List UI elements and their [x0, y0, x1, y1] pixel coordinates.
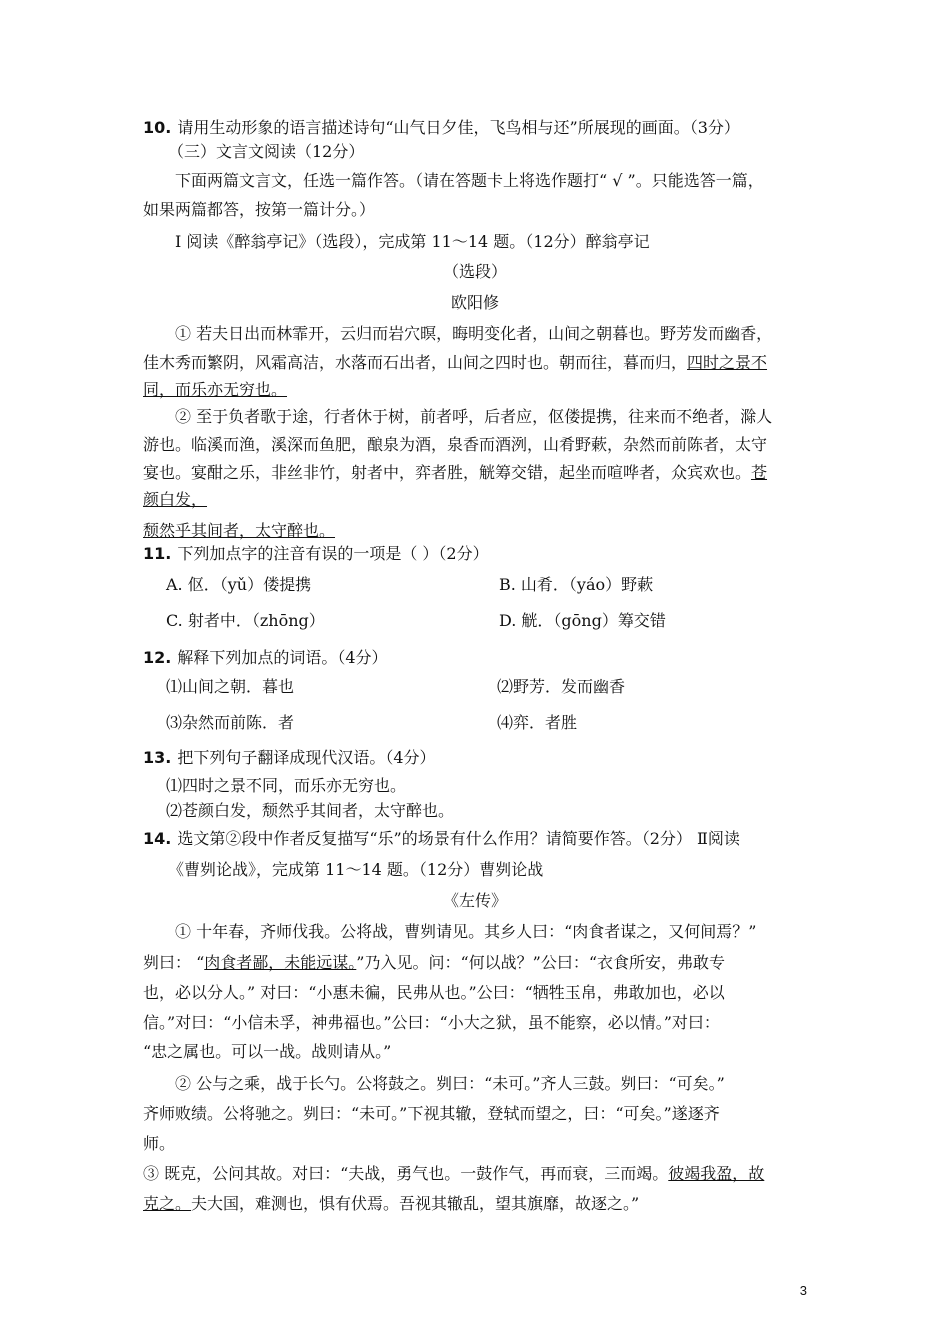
c1-line-4: 信。”对曰：“小信未孚，神弗福也。”公曰：“小大之狱，虽不能察，必以情。”对曰： — [143, 1013, 720, 1032]
q13-item-1: ⑴四时之景不同，而乐亦无穷也。 — [166, 776, 407, 795]
p1-line-3: 同，而乐亦无穷也。 — [143, 380, 288, 399]
c2-line-1: ② 公与之乘，战于长勺。公将鼓之。刿曰：“未可。”齐人三鼓。刿曰：“可矣。” — [175, 1074, 725, 1093]
q13 — [143, 748, 436, 768]
q12-item-1: ⑴山间之朝．暮也 — [166, 677, 295, 696]
q12-item-3: ⑶杂然而前陈．者 — [166, 713, 295, 732]
c2-line-3: 师。 — [143, 1134, 176, 1153]
c3-line-2 — [143, 1194, 639, 1214]
q11-option-b: B. 山肴．（yáo）野蔌 — [499, 575, 654, 594]
p1-line-2 — [143, 353, 767, 373]
instruction-line-2: 如果两篇都答，按第一篇计分。） — [143, 200, 376, 219]
q11-text: 下列加点字的注音有误的一项是（ ）（2分） — [177, 544, 489, 563]
c3-underlined-2: 克之。 — [143, 1194, 192, 1213]
q10-text: 请用生动形象的语言描述诗句“山气日夕佳，飞鸟相与还”所展现的画面。（3分） — [177, 118, 740, 137]
p1-underlined: 四时之景不 — [687, 353, 768, 372]
c3-line-1 — [143, 1164, 764, 1184]
p2-line-2: 游也。临溪而渔，溪深而鱼肥，酿泉为酒，泉香而酒洌，山肴野蔌，杂然而前陈者，太守 — [143, 435, 768, 454]
q11-option-c: C. 射者中．（zhōng） — [166, 611, 325, 630]
c2-line-2: 齐师败绩。公将驰之。刿曰：“未可。”下视其辙，登轼而望之，曰：“可矣。”遂逐齐 — [143, 1104, 720, 1123]
q12 — [143, 648, 388, 668]
q14-text: 选文第②段中作者反复描写“乐”的场景有什么作用？请简要作答。（2分） Ⅱ阅读 — [177, 829, 740, 848]
q11 — [143, 544, 489, 564]
p2-line-3-text: 宴也。宴酣之乐，非丝非竹，射者中，弈者胜，觥筹交错，起坐而喧哗者，众宾欢也。 — [143, 463, 752, 482]
q13-number: 13. — [143, 748, 172, 767]
q12-item-2: ⑵野芳．发而幽香 — [497, 677, 626, 696]
c1-underlined: 肉食者鄙，未能远谋。 — [204, 953, 357, 972]
section-3-title: （三）文言文阅读（12分） — [168, 142, 365, 161]
q14 — [143, 829, 740, 849]
q13-text: 把下列句子翻译成现代汉语。（4分） — [177, 748, 436, 767]
p2-line-1: ② 至于负者歌于途，行者休于树，前者呼，后者应，伛偻提携，往来而不绝者，滁人 — [175, 407, 773, 426]
p1-line-1: ① 若夫日出而林霏开，云归而岩穴暝，晦明变化者，山间之朝暮也。野芳发而幽香， — [175, 324, 773, 343]
p2-line-4: 颜白发， — [143, 490, 208, 509]
p2-line-3 — [143, 463, 767, 483]
q12-text: 解释下列加点的词语。（4分） — [177, 648, 388, 667]
c1-line-1: ① 十年春，齐师伐我。公将战，曹刿请见。其乡人曰：“肉食者谋之，又何间焉？” — [175, 922, 757, 941]
part2-source: 《左传》 — [442, 891, 507, 910]
p1-line-2-text: 佳木秀而繁阴，风霜高洁，水落而石出者，山间之四时也。朝而往，暮而归， — [143, 353, 688, 372]
c1-line-2-start: 刿曰： “ — [143, 953, 205, 972]
p2-underlined: 苍 — [751, 463, 768, 482]
q10-number: 10. — [143, 118, 172, 137]
instruction-line-1: 下面两篇文言文，任选一篇作答。（请在答题卡上将选作题打“ √ ”。只能选答一篇， — [175, 171, 764, 190]
c1-line-2 — [143, 953, 725, 973]
c3-line-1-text: ③ 既克，公问其故。对曰：“夫战，勇气也。一鼓作气，再而衰，三而竭。 — [143, 1164, 669, 1183]
q13-item-2: ⑵苍颜白发，颓然乎其间者，太守醉也。 — [166, 801, 455, 820]
q11-number: 11. — [143, 544, 172, 563]
q10 — [143, 118, 740, 138]
page-number: 3 — [799, 1283, 807, 1298]
c3-line-2-text: 夫大国，难测也，惧有伏焉。吾视其辙乱，望其旗靡，故逐之。” — [191, 1194, 640, 1213]
part1-author: 欧阳修 — [450, 293, 499, 312]
c1-line-3: 也，必以分人。” 对曰：“小惠未徧，民弗从也。”公曰：“牺牲玉帛，弗敢加也，必以 — [143, 983, 725, 1002]
p2-line-5: 颓然乎其间者，太守醉也。 — [143, 521, 336, 540]
c1-line-2-end: ”乃入见。问：“何以战？”公曰：“衣食所安，弗敢专 — [356, 953, 726, 972]
part2-header: 《曹刿论战》，完成第 11～14 题。（12分）曹刿论战 — [168, 860, 544, 879]
part1-header: Ⅰ 阅读《醉翁亭记》（选段），完成第 11～14 题。（12分）醉翁亭记 — [175, 232, 650, 251]
c1-line-5: “忠之属也。可以一战。战则请从。” — [143, 1042, 392, 1061]
q11-option-a: A. 伛．（yǔ）偻提携 — [166, 575, 312, 594]
q14-number: 14. — [143, 829, 172, 848]
c3-underlined-1: 彼竭我盈，故 — [668, 1164, 765, 1183]
q12-number: 12. — [143, 648, 172, 667]
part1-subtitle: （选段） — [442, 262, 507, 281]
q11-option-d: D. 觥．（gōng）筹交错 — [499, 611, 666, 630]
q12-item-4: ⑷弈．者胜 — [497, 713, 578, 732]
